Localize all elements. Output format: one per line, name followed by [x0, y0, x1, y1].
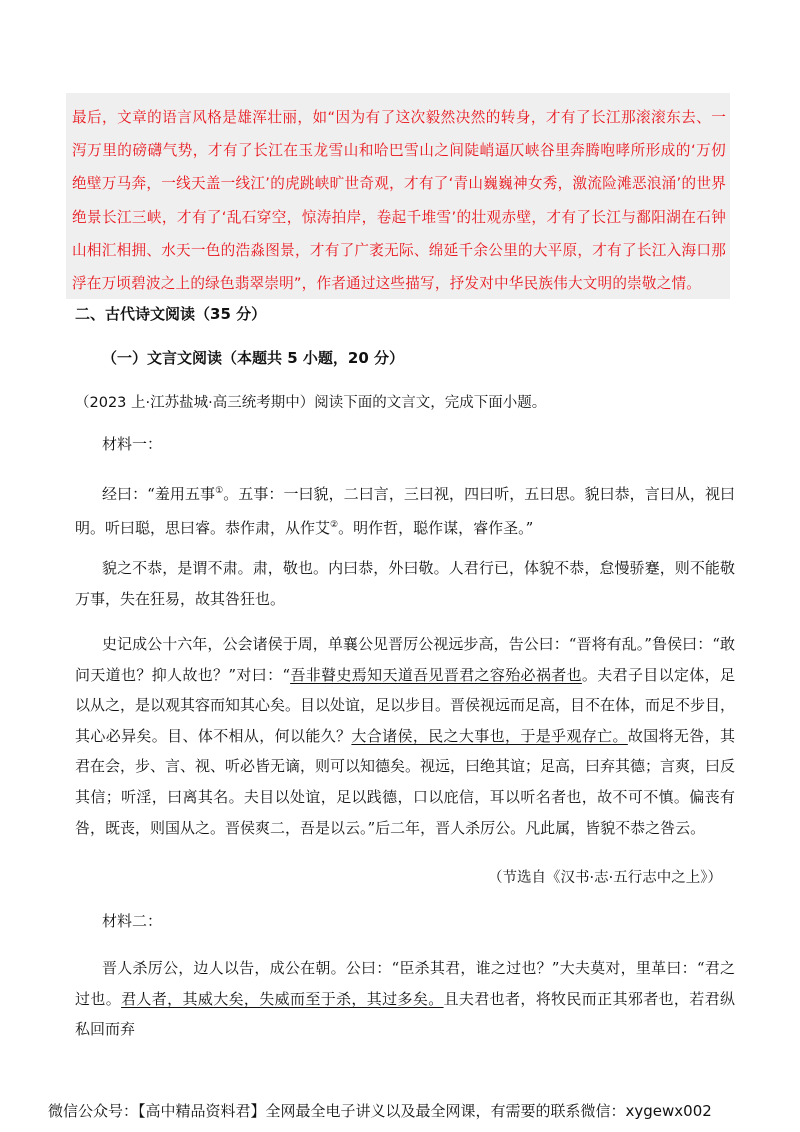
m2p1-part-a: 晋人杀厉公，边人以告，成公在朝。公曰：“臣杀其君，谁之过也？”大夫莫对，里革曰：“君之过也。	[75, 959, 735, 1008]
underlined-sentence-1: 吾非瞽史焉知天道吾见晋君之容殆必祸者也	[290, 665, 582, 684]
material1-paragraph-2: 貌之不恭，是谓不肃。肃，敬也。内曰恭，外曰敬。人君行已，体貌不恭，怠慢骄蹇，则不能敬万事，失在狂易，故其咎狂也。	[75, 559, 735, 608]
underlined-sentence-3: 君人者，其威大矣，失威而至于杀，其过多矣。	[121, 989, 444, 1008]
material1-citation: （节选自《汉书·志·五行志中之上》）	[488, 870, 722, 886]
source-line: （2023 上·江苏盐城·高三统考期中）阅读下面的文言文，完成下面小题。	[75, 395, 547, 411]
material1-paragraph-3	[75, 629, 735, 843]
subsection-title: （一）文言文阅读（本题共 5 小题，20 分）	[102, 349, 404, 367]
m2p1-part-b: 且夫君也者，将牧民而正其邪者也，若君纵私回而弃	[75, 989, 735, 1039]
footer-wechat-note: 微信公众号：【高中精品资料君】全网最全电子讲义以及最全网课，有需要的联系微信：xygewx002	[48, 1102, 712, 1120]
material2-label: 材料二：	[102, 912, 163, 930]
m1p3-part-c: 故国将无咎，其君在会，步、言、视、听必皆无谪，则可以知德矣。视远，曰绝其谊；足高，曰弃其德；言爽，曰反其信；听淫，曰离其名。夫目以处谊，足以践德，口以庇信，耳以听名者也，故不可不慎。偏丧有咎，既丧，则国从之。晋侯爽二，吾是以云。”后二年，晋人杀厉公。凡此属，皆貌不恭之咎云。	[75, 726, 736, 837]
material1-label: 材料一：	[102, 435, 163, 453]
answer-highlight-box	[66, 93, 730, 299]
m1p3-part-a: 史记成公十六年，公会诸侯于周，单襄公见晋厉公视远步高，告公曰：“晋将有乱。”鲁侯曰：“敢问天道也？抑人故也？”对曰：“	[75, 635, 735, 684]
material2-paragraph-1	[75, 953, 735, 1045]
underlined-sentence-2: 大合诸侯，民之大事也，于是乎观存亡。	[351, 726, 628, 745]
footnote-1: ①	[215, 486, 224, 496]
footnote-2: ②	[330, 519, 339, 530]
m1p1-part-c: 。明作哲，聪作谋，睿作圣。”	[338, 518, 534, 537]
m1p1-part-b: 。五事：一曰貌，二曰言，三曰视，四曰听，五曰思。貌曰恭，言曰从，视曰明。听曰聪，思曰睿。恭作肃，从作艾	[75, 485, 735, 537]
answer-text: 最后，文章的语言风格是雄浑壮丽，如“因为有了这次毅然决然的转身，才有了长江那滚滚东去、一泻万里的磅礴气势，才有了长江在玉龙雪山和哈巴雪山之间陡峭逼仄峡谷里奔腾咆哮所形成的‘万仞绝壁万马奔，一线天盖一线江’的虎跳峡旷世奇观，才有了‘青山巍巍神女秀，激流险滩恶浪涌’的世界绝景长江三峡，才有了‘乱石穿空，惊涛拍岸，卷起千堆雪’的壮观赤壁，才有了长江与鄱阳湖在石钟山相汇相拥、水天一色的浩淼图景，才有了广袤无际、绵延千余公里的大平原，才有了长江入海口那浮在万顷碧波之上的绿色翡翠崇明”，作者通过这些描写，抒发对中华民族伟大文明的崇敬之情。	[72, 109, 726, 293]
material1-paragraph-1	[75, 476, 735, 543]
m1p3-part-b: 。夫君子目以定体，足以从之，是以观其容而知其心矣。目以处谊，足以步目。晋侯视远而足高，目不在体，而足不步目，其心必异矣。目、体不相从，何以能久？	[75, 665, 736, 745]
m1p1-part-a: 经曰：“羞用五事	[102, 485, 216, 503]
section-title: 二、古代诗文阅读（35 分）	[75, 305, 267, 323]
